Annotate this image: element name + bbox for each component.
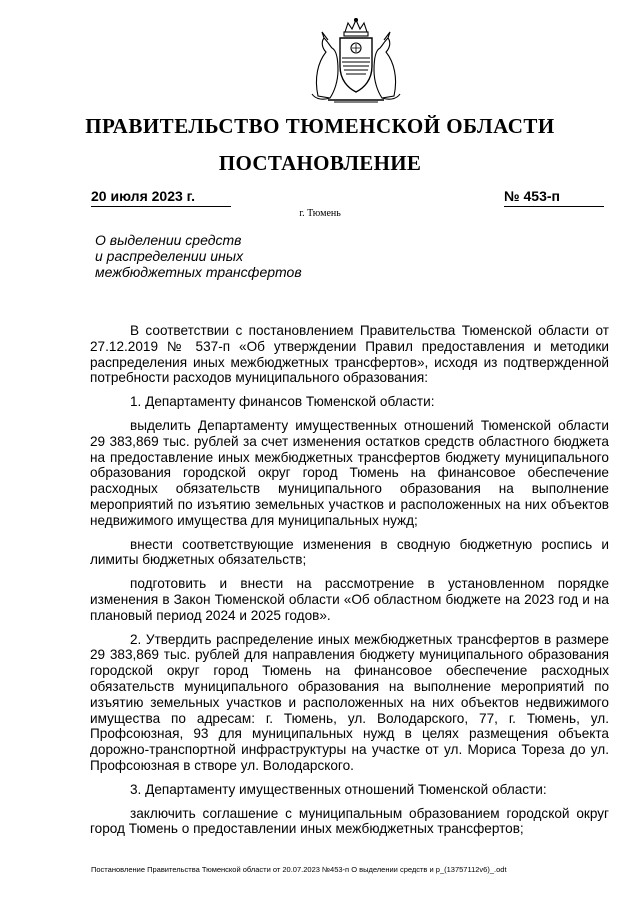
document-city: г. Тюмень <box>299 208 341 219</box>
government-title: ПРАВИТЕЛЬСТВО ТЮМЕНСКОЙ ОБЛАСТИ <box>85 114 555 138</box>
body-paragraph: подготовить и внести на рассмотрение в установленном порядке изменения в Закон Тюменской области «Об областном бюджете на 2023 год и на плановый период 2024 и 2025 годов». <box>90 576 609 623</box>
subject-line: межбюджетных трансфертов <box>95 264 302 280</box>
subject-line: и распределении иных <box>95 248 244 264</box>
body-paragraph: внести соответствующие изменения в сводную бюджетную роспись и лимиты бюджетных обязательств; <box>90 536 609 568</box>
document-date: 20 июля 2023 г. <box>91 188 231 207</box>
document-number: № 453-п <box>504 188 604 207</box>
document-footer-filename: Постановление Правительства Тюменской области от 20.07.2023 №453-п О выделении средств и р_(13757112v6)_.odt <box>91 865 507 874</box>
body-paragraph: В соответствии с постановлением Правительства Тюменской области от 27.12.2019 № 537-п «Об утверждении Правил предоставления и методики распределения иных межбюджетных трансфертов», исходя из подтвержденной потребности расходов муниципального образования: <box>90 323 609 386</box>
body-paragraph: выделить Департаменту имущественных отношений Тюменской области 29 383,869 тыс. рублей за счет изменения остатков средств областного бюджета на предоставление иных межбюджетных трансфертов бюджету муниципального образования городской округ город Тюмень на финансовое обеспечение расходных обязательств муниципального образования на выполнение мероприятий по изъятию земельных участков и расположенных на них объектов недвижимого имущества для муниципальных нужд; <box>90 417 609 528</box>
document-body <box>90 323 609 845</box>
body-paragraph: 3. Департаменту имущественных отношений Тюменской области: <box>130 781 547 797</box>
document-type-title: ПОСТАНОВЛЕНИЕ <box>218 151 422 175</box>
body-paragraph: 2. Утвердить распределение иных межбюджетных трансфертов в размере 29 383,869 тыс. рублей для направления бюджету муниципального образования городской округ город Тюмень на финансовое обеспечение расходных обязательств муниципального образования на выполнение мероприятий по изъятию земельных участков и расположенных на них объектов недвижимого имущества по адресам: г. Тюмень, ул. Володарского, 77, г. Тюмень, ул. Профсоюзная, 93 для муниципальных нужд в целях размещения объекта дорожно-транспортной инфраструктуры на участке от ул. Мориса Тореза до ул. Профсоюзная в створе ул. Володарского. <box>90 631 609 773</box>
subject-line: О выделении средств <box>95 232 242 248</box>
body-paragraph: 1. Департаменту финансов Тюменской области: <box>130 394 435 410</box>
coat-of-arms-emblem <box>308 18 404 104</box>
body-paragraph: заключить соглашение с муниципальным образованием городской округ город Тюмень о предоставлении иных межбюджетных трансфертов; <box>90 805 609 837</box>
document-subject <box>95 232 375 280</box>
